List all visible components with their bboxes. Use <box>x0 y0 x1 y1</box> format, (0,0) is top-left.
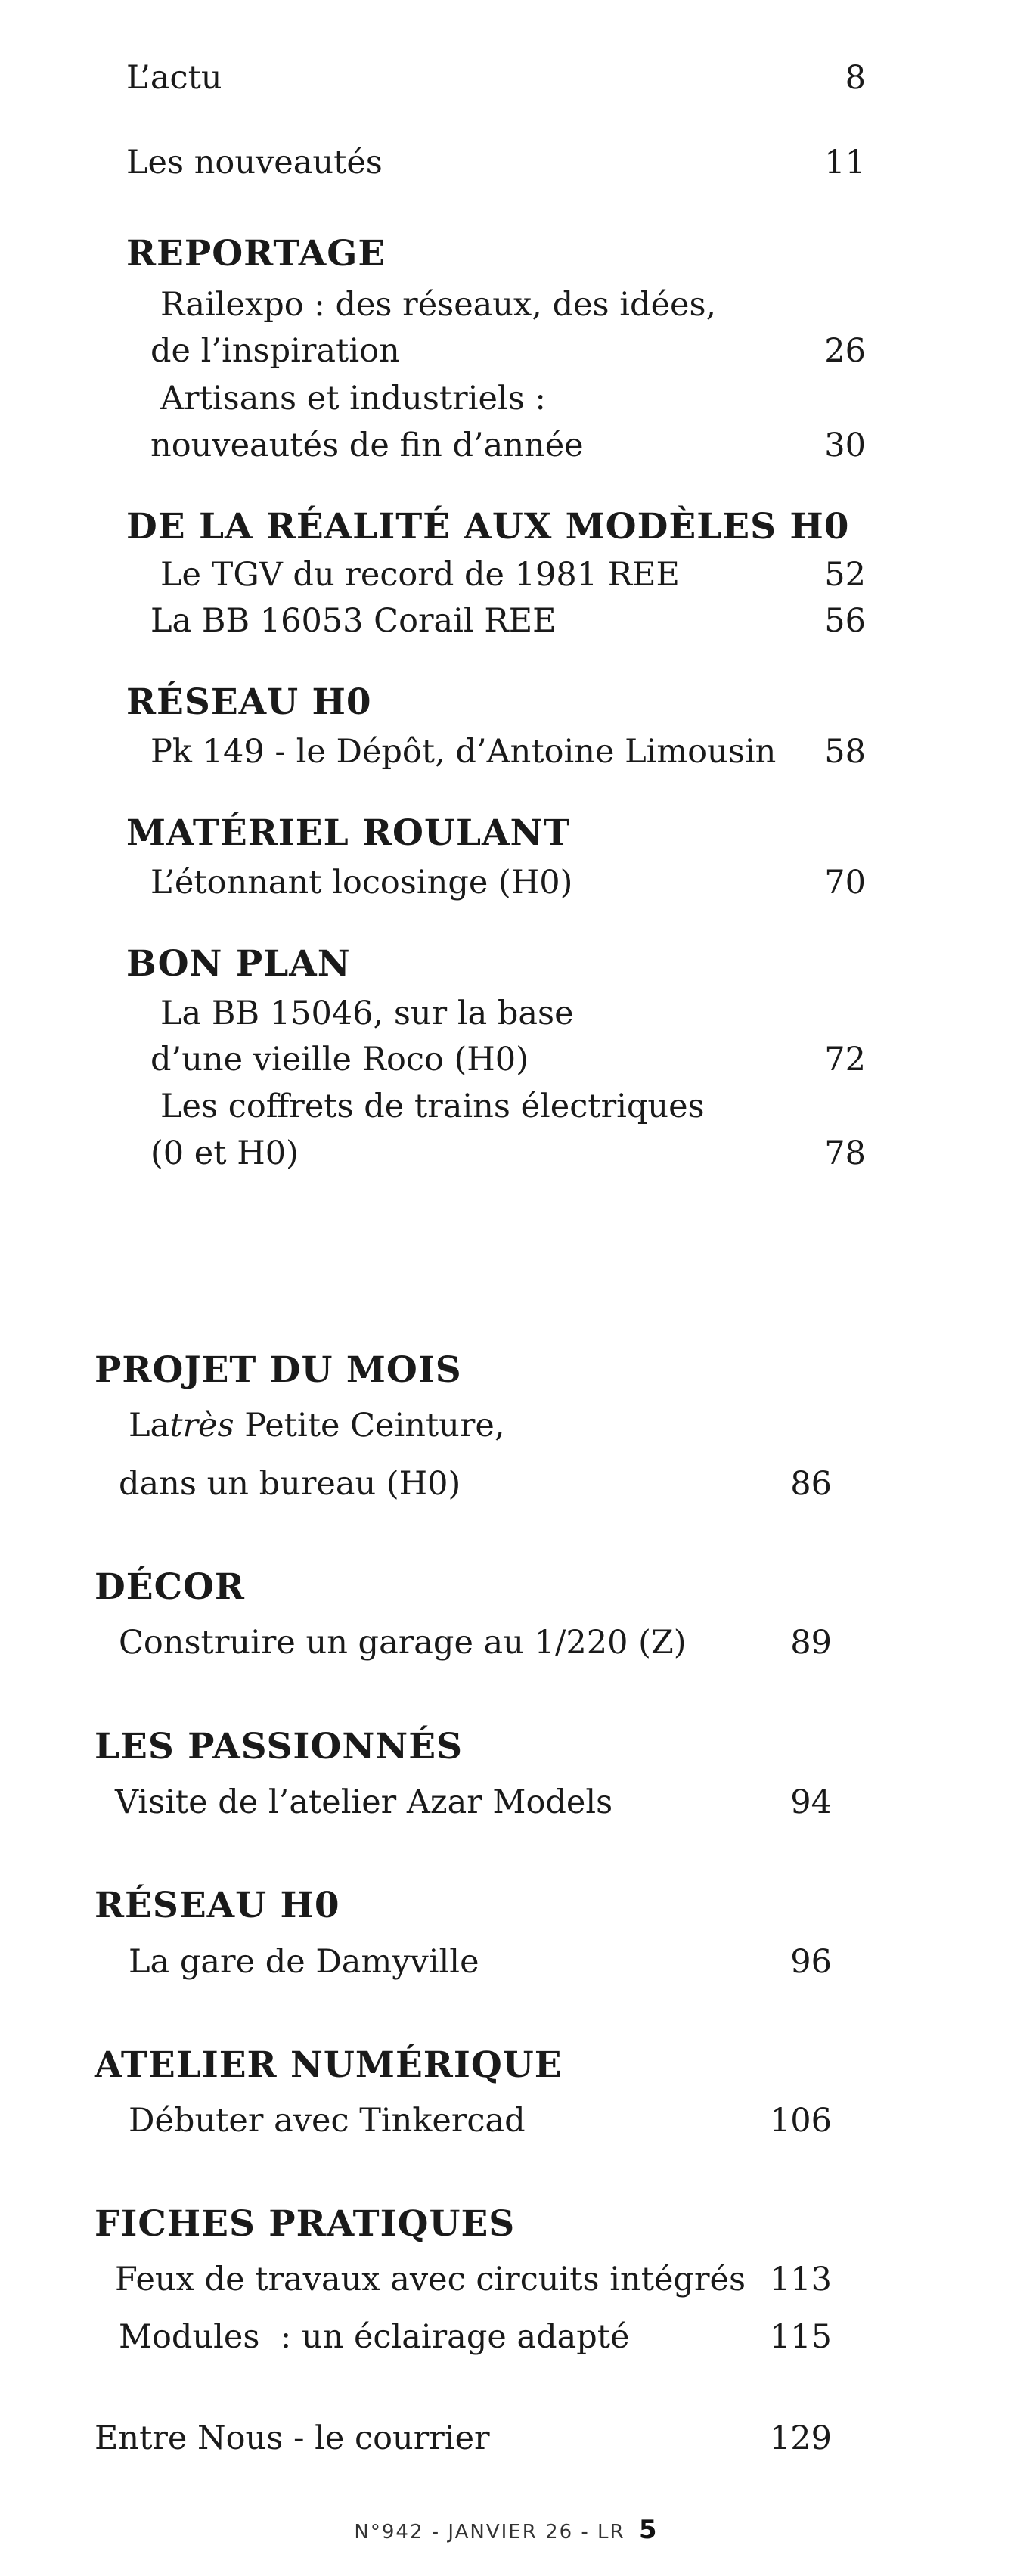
toc-title-garage: Construire un garage au 1/220 (Z) <box>119 1624 687 1662</box>
page-footer <box>0 2515 1011 2547</box>
section-heading-fiches: FICHES PRATIQUES <box>95 2203 516 2245</box>
toc-page-bb16053: 56 <box>824 602 866 640</box>
toc-title-actu: L’actu <box>126 59 222 97</box>
toc-page-nouveautes: 11 <box>824 144 866 182</box>
section-heading-realite: DE LA RÉALITÉ AUX MODÈLES H0 <box>126 506 850 548</box>
section-heading-decor: DÉCOR <box>95 1566 245 1608</box>
section-heading-reseau-h0-1: RÉSEAU H0 <box>126 681 372 723</box>
toc-title-coffrets-line2: (0 et H0) <box>150 1134 299 1172</box>
toc-page-artisans: 30 <box>824 427 866 464</box>
toc-page-azar: 94 <box>790 1783 832 1821</box>
section-heading-atelier: ATELIER NUMÉRIQUE <box>95 2044 563 2086</box>
toc-page-railexpo: 26 <box>824 332 866 370</box>
toc-title-railexpo-line2: de l’inspiration <box>150 332 400 370</box>
toc-title-pk149: Pk 149 - le Dépôt, d’Antoine Limousin <box>150 733 777 771</box>
toc-title-bb15046-line1: La BB 15046, sur la base <box>160 995 574 1032</box>
toc-title-coffrets-line1: Les coffrets de trains électriques <box>160 1088 705 1125</box>
toc-title-artisans-line2: nouveautés de fin d’année <box>150 427 584 464</box>
toc-page-petite-ceinture: 86 <box>790 1465 832 1503</box>
toc-page-bb15046: 72 <box>824 1041 866 1079</box>
toc-title-nouveautes: Les nouveautés <box>126 144 383 182</box>
toc-title-railexpo-line1: Railexpo : des réseaux, des idées, <box>160 286 717 324</box>
toc-page-garage: 89 <box>790 1624 832 1662</box>
toc-title-petite-ceinture-line1 <box>129 1404 505 1447</box>
section-heading-projet: PROJET DU MOIS <box>95 1349 462 1391</box>
toc-title-azar: Visite de l’atelier Azar Models <box>115 1783 613 1821</box>
toc-page-actu: 8 <box>845 59 866 97</box>
section-heading-passionnes: LES PASSIONNÉS <box>95 1726 464 1768</box>
toc-title-feux: Feux de travaux avec circuits intégrés <box>115 2261 746 2298</box>
title-prefix: La <box>129 1407 170 1445</box>
toc-title-artisans-line1: Artisans et industriels : <box>160 380 546 417</box>
toc-title-modules: Modules : un éclairage adapté <box>119 2318 630 2356</box>
toc-title-bb15046-line2: d’une vieille Roco (H0) <box>150 1041 529 1079</box>
title-italic: très <box>169 1407 234 1445</box>
toc-page-damyville: 96 <box>790 1943 832 1981</box>
toc-title-petite-ceinture-line2: dans un bureau (H0) <box>119 1465 461 1503</box>
toc-page-courrier: 129 <box>769 2419 832 2457</box>
toc-title-locosinge: L’étonnant locosinge (H0) <box>150 864 573 902</box>
toc-page-locosinge: 70 <box>824 864 866 902</box>
toc-page-feux: 113 <box>769 2261 832 2298</box>
title-rest: Petite Ceinture, <box>234 1407 505 1445</box>
section-heading-materiel: MATÉRIEL ROULANT <box>126 812 571 854</box>
toc-title-courrier: Entre Nous - le courrier <box>95 2419 490 2457</box>
issue-info: N°942 - JANVIER 26 - LR <box>354 2521 625 2543</box>
section-heading-bon-plan: BON PLAN <box>126 943 351 985</box>
toc-title-damyville: La gare de Damyville <box>129 1943 479 1981</box>
toc-title-bb16053: La BB 16053 Corail REE <box>150 602 557 640</box>
section-heading-reportage: REPORTAGE <box>126 233 386 275</box>
toc-title-tgv: Le TGV du record de 1981 REE <box>160 556 680 594</box>
toc-page-coffrets: 78 <box>824 1134 866 1172</box>
toc-page-modules: 115 <box>769 2318 832 2356</box>
toc-title-tinkercad: Débuter avec Tinkercad <box>129 2102 526 2140</box>
toc-page-pk149: 58 <box>824 733 866 771</box>
toc-page-tgv: 52 <box>824 556 866 594</box>
section-heading-reseau-h0-2: RÉSEAU H0 <box>95 1885 340 1926</box>
toc-page-tinkercad: 106 <box>769 2102 832 2140</box>
page-number: 5 <box>638 2515 657 2545</box>
